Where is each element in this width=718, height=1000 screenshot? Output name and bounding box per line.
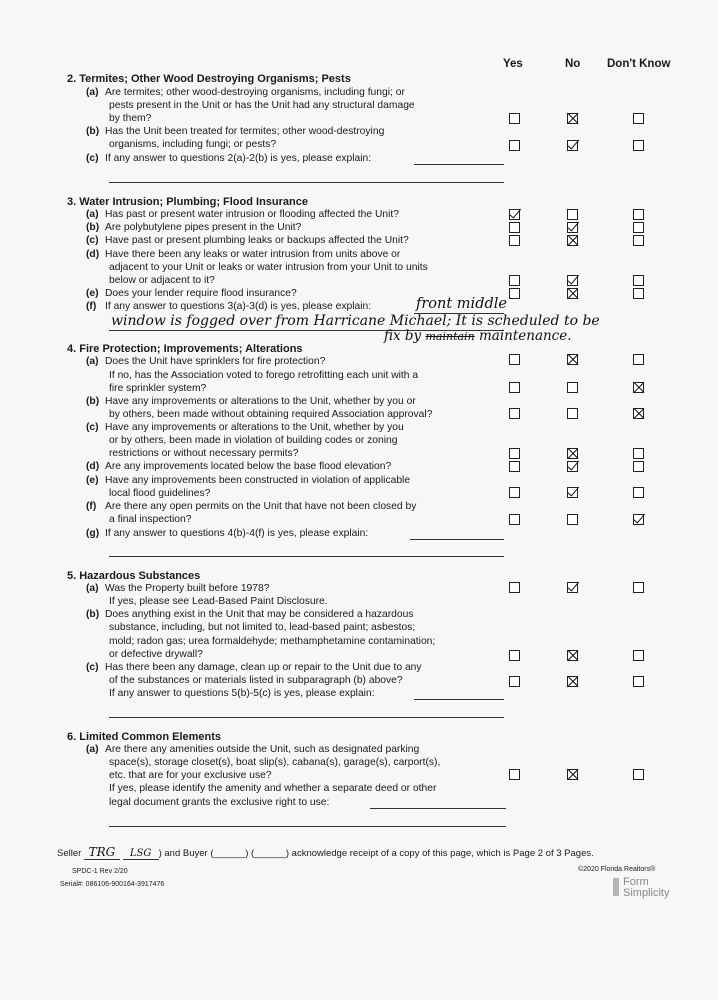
checkbox-5b-dont-know[interactable] (633, 650, 644, 661)
question-5a-cont: If yes, please see Lead-Based Paint Disclosure. (109, 596, 328, 607)
checkbox-4a-no[interactable] (567, 354, 578, 365)
checkbox-4b-dont-know[interactable] (633, 408, 644, 419)
handwritten-answer-3f: fix by maintain maintenance. (384, 328, 572, 344)
question-4g: (g) If any answer to questions 4(b)-4(f) is yes, please explain: (86, 528, 369, 539)
explain-line[interactable] (109, 182, 504, 183)
question-5c-cont: If any answer to questions 5(b)-5(c) is yes, please explain: (109, 688, 375, 699)
checkbox-2b-no[interactable] (567, 140, 578, 151)
column-dont-know: Don't Know (607, 58, 671, 70)
seller-initials-field[interactable]: TRG (84, 845, 120, 860)
checkbox-4a2-no[interactable] (567, 382, 578, 393)
question-2b-cont: organisms, including fungi; or pests? (109, 139, 277, 150)
question-2a-cont: pests present in the Unit or has the Unit had any structural damage (109, 100, 415, 111)
checkbox-3d-dont-know[interactable] (633, 275, 644, 286)
checkbox-4a-yes[interactable] (509, 354, 520, 365)
checkbox-3b-dont-know[interactable] (633, 222, 644, 233)
question-5b-cont: substance, including, but not limited to, lead-based paint; asbestos; (109, 622, 416, 633)
explain-line[interactable] (109, 826, 506, 827)
question-2c: (c) If any answer to questions 2(a)-2(b) is yes, please explain: (86, 153, 372, 164)
checkbox-4f-dont-know[interactable] (633, 514, 644, 525)
checkbox-4a2-yes[interactable] (509, 382, 520, 393)
question-4d: (d) Are any improvements located below the base flood elevation? (86, 461, 392, 472)
brand-name: Simplicity (623, 887, 670, 899)
section-4-title: 4. Fire Protection; Improvements; Alterations (67, 343, 303, 355)
question-5b: (b) Does anything exist in the Unit that may be considered a hazardous (86, 609, 414, 620)
handwritten-answer-3f: front middle (416, 296, 507, 312)
checkbox-4f-no[interactable] (567, 514, 578, 525)
checkbox-5c-dont-know[interactable] (633, 676, 644, 687)
checkbox-3e-no[interactable] (567, 288, 578, 299)
question-5c-cont: of the substances or materials listed in subparagraph (b) above? (109, 675, 403, 686)
checkbox-2b-dont-know[interactable] (633, 140, 644, 151)
checkbox-6a-dont-know[interactable] (633, 769, 644, 780)
checkbox-5c-no[interactable] (567, 676, 578, 687)
checkbox-3a-no[interactable] (567, 209, 578, 220)
question-5b-cont: or defective drywall? (109, 649, 203, 660)
checkbox-3b-no[interactable] (567, 222, 578, 233)
question-6a-cont: legal document grants the exclusive right to use: (109, 797, 330, 808)
explain-line[interactable] (410, 539, 504, 540)
checkbox-3c-dont-know[interactable] (633, 235, 644, 246)
column-no: No (565, 58, 581, 70)
question-4e: (e) Have any improvements been constructed in violation of applicable (86, 475, 411, 486)
section-3-title: 3. Water Intrusion; Plumbing; Flood Insurance (67, 196, 308, 208)
question-3d-cont: below or adjacent to it? (109, 275, 215, 286)
question-4c-cont: or by others, been made in violation of building codes or zoning (109, 435, 398, 446)
checkbox-6a-yes[interactable] (509, 769, 520, 780)
checkbox-3d-no[interactable] (567, 275, 578, 286)
checkbox-4e-no[interactable] (567, 487, 578, 498)
checkbox-3a-dont-know[interactable] (633, 209, 644, 220)
checkbox-3e-dont-know[interactable] (633, 288, 644, 299)
question-4f-cont: a final inspection? (109, 514, 192, 525)
question-2b: (b) Has the Unit been treated for termites; other wood-destroying (86, 126, 385, 137)
question-3b: (b) Are polybutylene pipes present in the Unit? (86, 222, 302, 233)
question-3e: (e) Does your lender require flood insurance? (86, 288, 297, 299)
checkbox-5b-yes[interactable] (509, 650, 520, 661)
question-4f: (f) Are there any open permits on the Unit that have not been closed by (86, 501, 417, 512)
checkbox-4d-yes[interactable] (509, 461, 520, 472)
checkbox-4c-yes[interactable] (509, 448, 520, 459)
question-6a-cont: space(s), storage closet(s), boat slip(s), cabana(s), garage(s), carport(s), (109, 757, 441, 768)
checkbox-5a-no[interactable] (567, 582, 578, 593)
copyright: ©2020 Florida Realtors® (578, 866, 656, 873)
checkbox-4a2-dont-know[interactable] (633, 382, 644, 393)
question-6a-cont: etc. that are for your exclusive use? (109, 770, 272, 781)
checkbox-5a-dont-know[interactable] (633, 582, 644, 593)
explain-line[interactable] (414, 164, 504, 165)
question-6a-cont: If yes, please identify the amenity and whether a separate deed or other (109, 783, 437, 794)
checkbox-3b-yes[interactable] (509, 222, 520, 233)
question-4c-cont: restrictions or without necessary permits? (109, 448, 299, 459)
checkbox-4d-no[interactable] (567, 461, 578, 472)
checkbox-3c-yes[interactable] (509, 235, 520, 246)
checkbox-5c-yes[interactable] (509, 676, 520, 687)
question-5c: (c) Has there been any damage, clean up or repair to the Unit due to any (86, 662, 422, 673)
checkbox-2b-yes[interactable] (509, 140, 520, 151)
question-2a: (a) Are termites; other wood-destroying organisms, including fungi; or (86, 87, 405, 98)
question-3f: (f) If any answer to questions 3(a)-3(d) is yes, please explain: (86, 301, 372, 312)
serial-number: Serial#: 086106-900164-3917476 (60, 881, 165, 888)
question-3d-cont: adjacent to your Unit or leaks or water intrusion from your Unit to units (109, 262, 428, 273)
checkbox-3d-yes[interactable] (509, 275, 520, 286)
section-5-title: 5. Hazardous Substances (67, 570, 201, 582)
explain-line[interactable] (109, 556, 504, 557)
question-4a-cont: fire sprinkler system? (109, 383, 207, 394)
checkbox-3c-no[interactable] (567, 235, 578, 246)
form-code: SPDC-1 Rev 2/20 (72, 868, 128, 875)
checkbox-4e-yes[interactable] (509, 487, 520, 498)
checkbox-2a-dont-know[interactable] (633, 113, 644, 124)
question-4c: (c) Have any improvements or alterations to the Unit, whether by you (86, 422, 404, 433)
question-4a-cont: If no, has the Association voted to forego retrofitting each unit with a (109, 370, 419, 381)
checkbox-3a-yes[interactable] (509, 209, 520, 220)
checkbox-4d-dont-know[interactable] (633, 461, 644, 472)
handwritten-answer-3f: window is fogged over from Harricane Michael; It is scheduled to be (111, 313, 600, 329)
question-4b: (b) Have any improvements or alterations to the Unit, whether by you or (86, 396, 416, 407)
question-5b-cont: mold; radon gas; urea formaldehyde; methamphetamine contamination; (109, 636, 436, 647)
section-2-title: 2. Termites; Other Wood Destroying Organisms; Pests (67, 73, 351, 85)
question-3a: (a) Has past or present water intrusion or flooding affected the Unit? (86, 209, 400, 220)
checkbox-3e-yes[interactable] (509, 288, 520, 299)
question-3d: (d) Have there been any leaks or water intrusion from units above or (86, 249, 401, 260)
explain-line[interactable] (109, 717, 504, 718)
acknowledgement-line: Seller TRG LSG ) and Buyer (______) (______) acknowledge receipt of a copy of this page, which is Page 2 of 3 Pages. (57, 845, 594, 859)
checkbox-5b-no[interactable] (567, 650, 578, 661)
explain-line[interactable] (370, 808, 506, 809)
form-simplicity-logo-icon (613, 878, 619, 896)
question-4e-cont: local flood guidelines? (109, 488, 211, 499)
checkbox-4f-yes[interactable] (509, 514, 520, 525)
checkbox-4c-no[interactable] (567, 448, 578, 459)
question-6a: (a) Are there any amenities outside the Unit, such as designated parking (86, 744, 420, 755)
seller-initials-field[interactable]: LSG (123, 848, 159, 860)
section-6-title: 6. Limited Common Elements (67, 731, 222, 743)
explain-line[interactable] (414, 699, 504, 700)
checkbox-5a-yes[interactable] (509, 582, 520, 593)
checkbox-4b-no[interactable] (567, 408, 578, 419)
checkbox-4c-dont-know[interactable] (633, 448, 644, 459)
checkbox-6a-no[interactable] (567, 769, 578, 780)
checkbox-4b-yes[interactable] (509, 408, 520, 419)
checkbox-4a-dont-know[interactable] (633, 354, 644, 365)
column-yes: Yes (503, 58, 523, 70)
checkbox-2a-yes[interactable] (509, 113, 520, 124)
checkbox-2a-no[interactable] (567, 113, 578, 124)
question-4b-cont: by others, been made without obtaining required Association approval? (109, 409, 433, 420)
question-2a-cont: by them? (109, 113, 152, 124)
brand-name: Form (623, 876, 649, 888)
question-3c: (c) Have past or present plumbing leaks or backups affected the Unit? (86, 235, 409, 246)
question-5a: (a) Was the Property built before 1978? (86, 583, 270, 594)
question-4a: (a) Does the Unit have sprinklers for fire protection? (86, 356, 326, 367)
checkbox-4e-dont-know[interactable] (633, 487, 644, 498)
